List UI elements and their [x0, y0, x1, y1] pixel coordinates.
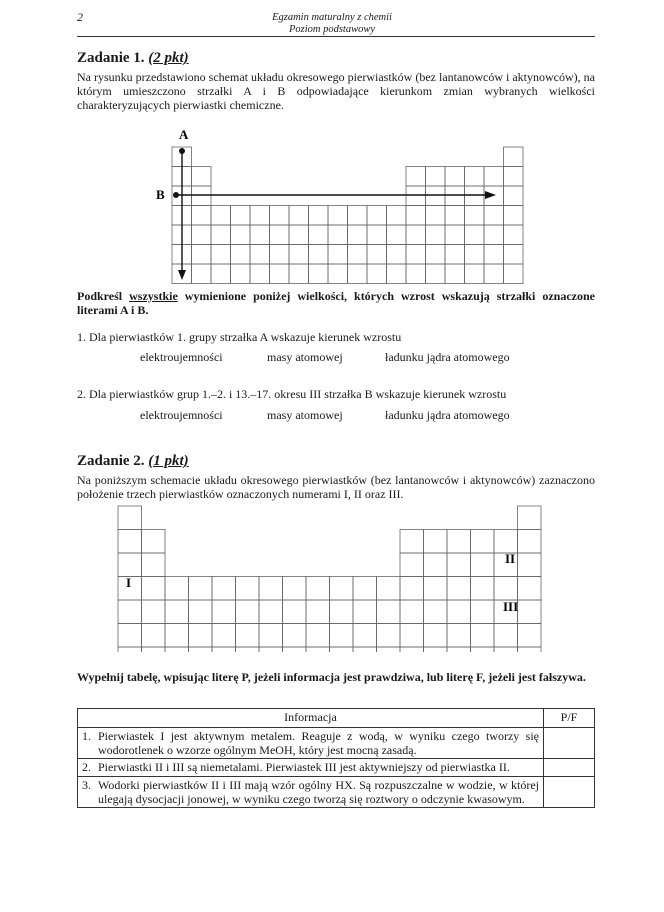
periodic-cell: [484, 245, 504, 265]
periodic-cell: [400, 553, 424, 577]
periodic-cell: [211, 206, 231, 226]
periodic-cell: [518, 577, 542, 601]
task1-question-1: 1. Dla pierwiastków 1. grupy strzałka A wskazuje kierunek wzrostu: [77, 330, 402, 344]
row-number: 2.: [78, 759, 97, 777]
periodic-cell: [192, 225, 212, 245]
periodic-cell: [330, 600, 354, 624]
periodic-cell: [212, 624, 236, 648]
periodic-cell: [192, 206, 212, 226]
periodic-cell: [426, 186, 446, 206]
periodic-cell: [424, 624, 448, 648]
header-level: Poziom podstawowy: [288, 24, 376, 35]
periodic-cell: [424, 647, 448, 652]
periodic-cell: [400, 577, 424, 601]
element-label-ii: II: [505, 551, 516, 566]
periodic-cell: [518, 506, 542, 530]
periodic-cell: [259, 624, 283, 648]
task2-points: (1 pkt): [148, 453, 189, 469]
periodic-cell: [445, 264, 465, 284]
periodic-cell: [306, 577, 330, 601]
periodic-cell: [353, 624, 377, 648]
periodic-cell: [142, 647, 166, 652]
periodic-cell: [400, 530, 424, 554]
task1-intro: Na rysunku przedstawiono schemat układu okresowego pierwiastków (bez lantanowców i aktynowców), na którym umieszczono strzałki A i B odpowiadające kierunkom zmian wybranych wielkości charakteryzujących pierwiastki chemiczne.: [77, 70, 595, 112]
periodic-cell: [283, 577, 307, 601]
periodic-cell: [494, 530, 518, 554]
instruction-underlined: wszystkie: [129, 289, 178, 303]
periodic-cell: [189, 577, 213, 601]
periodic-cell: [367, 206, 387, 226]
periodic-cell: [447, 647, 471, 652]
periodic-cell: [367, 264, 387, 284]
periodic-grid-2: [118, 506, 541, 652]
periodic-cell: [212, 577, 236, 601]
task2-intro: Na poniższym schemacie układu okresowego pierwiastków (bez lantanowców i aktynowców) zaznaczono położenie trzech pierwiastków oznaczonych numerami I, II oraz III.: [77, 473, 595, 501]
periodic-cell: [504, 167, 524, 187]
periodic-cell: [406, 225, 426, 245]
periodic-cell: [330, 647, 354, 652]
arrow-a-label: A: [179, 127, 189, 142]
periodic-cell: [406, 206, 426, 226]
periodic-cell: [426, 264, 446, 284]
periodic-cell: [270, 264, 290, 284]
periodic-cell: [465, 206, 485, 226]
row-text: Wodorki pierwiastków II i III mają wzór ogólny HX. Są rozpuszczalne w wodzie, w której ulegają dysocjacji jonowej, w wyniku czego tworzą się roztwory o odczynie kwasowym.: [96, 777, 544, 808]
periodic-cell: [426, 225, 446, 245]
periodic-cell: [504, 264, 524, 284]
periodic-cell: [309, 245, 329, 265]
periodic-cell: [400, 647, 424, 652]
periodic-cell: [328, 225, 348, 245]
periodic-cell: [211, 245, 231, 265]
periodic-cell: [367, 225, 387, 245]
periodic-cell: [406, 167, 426, 187]
periodic-cell: [353, 577, 377, 601]
periodic-cell: [306, 624, 330, 648]
row-number: 1.: [78, 728, 97, 759]
periodic-cell: [165, 600, 189, 624]
periodic-cell: [118, 600, 142, 624]
periodic-cell: [518, 600, 542, 624]
periodic-cell: [471, 647, 495, 652]
periodic-cell: [400, 624, 424, 648]
option-nuclear-charge-1[interactable]: ładunku jądra atomowego: [385, 350, 510, 364]
periodic-cell: [445, 186, 465, 206]
periodic-cell: [259, 647, 283, 652]
periodic-cell: [424, 577, 448, 601]
answer-cell-2[interactable]: [544, 759, 595, 777]
periodic-cell: [465, 186, 485, 206]
task2-title-text: Zadanie 2.: [77, 453, 145, 469]
option-electronegativity-1[interactable]: elektroujemności: [140, 350, 223, 364]
periodic-cell: [518, 553, 542, 577]
periodic-cell: [231, 206, 251, 226]
periodic-cell: [289, 245, 309, 265]
page-number: 2: [77, 10, 83, 24]
option-electronegativity-2[interactable]: elektroujemności: [140, 408, 223, 422]
periodic-cell: [309, 264, 329, 284]
periodic-cell: [306, 600, 330, 624]
periodic-cell: [504, 186, 524, 206]
periodic-cell: [192, 167, 212, 187]
header-divider: [77, 36, 595, 37]
periodic-grid-1: [172, 147, 523, 284]
periodic-cell: [504, 206, 524, 226]
periodic-cell: [447, 577, 471, 601]
periodic-cell: [387, 245, 407, 265]
task1-title: [77, 50, 189, 67]
periodic-cell: [283, 624, 307, 648]
periodic-cell: [426, 245, 446, 265]
periodic-cell: [231, 245, 251, 265]
periodic-cell: [212, 647, 236, 652]
periodic-cell: [330, 577, 354, 601]
periodic-cell: [377, 624, 401, 648]
periodic-cell: [309, 206, 329, 226]
task2-title: [77, 453, 189, 470]
periodic-cell: [309, 225, 329, 245]
periodic-cell: [400, 600, 424, 624]
periodic-cell: [142, 624, 166, 648]
table-row: [78, 728, 595, 759]
arrow-b-origin: [173, 192, 179, 198]
task1-points: (2 pkt): [148, 50, 189, 66]
periodic-cell: [447, 553, 471, 577]
option-atomic-mass-1[interactable]: masy atomowej: [267, 350, 343, 364]
periodic-cell: [494, 577, 518, 601]
periodic-cell: [471, 553, 495, 577]
periodic-cell: [484, 206, 504, 226]
periodic-cell: [387, 264, 407, 284]
task1-instruction: [77, 289, 595, 317]
periodic-cell: [471, 530, 495, 554]
periodic-cell: [283, 600, 307, 624]
periodic-cell: [406, 186, 426, 206]
periodic-cell: [447, 600, 471, 624]
periodic-cell: [447, 530, 471, 554]
periodic-cell: [236, 577, 260, 601]
header-information: Informacja: [78, 709, 544, 728]
periodic-cell: [348, 264, 368, 284]
arrow-b-head: [485, 191, 496, 199]
periodic-cell: [142, 600, 166, 624]
periodic-cell: [328, 206, 348, 226]
periodic-cell: [377, 577, 401, 601]
periodic-cell: [387, 206, 407, 226]
periodic-cell: [426, 167, 446, 187]
periodic-cell: [445, 225, 465, 245]
option-nuclear-charge-2[interactable]: ładunku jądra atomowego: [385, 408, 510, 422]
periodic-cell: [231, 264, 251, 284]
periodic-cell: [328, 264, 348, 284]
periodic-cell: [289, 225, 309, 245]
periodic-cell: [165, 624, 189, 648]
periodic-cell: [250, 245, 270, 265]
periodic-cell: [236, 624, 260, 648]
periodic-cell: [328, 245, 348, 265]
periodic-cell: [484, 225, 504, 245]
arrow-a-origin: [179, 148, 185, 154]
table-row: [78, 777, 595, 808]
periodic-cell: [465, 167, 485, 187]
periodic-cell: [504, 147, 524, 167]
periodic-cell: [471, 600, 495, 624]
periodic-cell: [424, 600, 448, 624]
task1-title-text: Zadanie 1.: [77, 50, 145, 66]
periodic-cell: [471, 577, 495, 601]
answer-cell-3[interactable]: [544, 777, 595, 808]
periodic-cell: [406, 264, 426, 284]
periodic-cell: [289, 206, 309, 226]
periodic-cell: [465, 245, 485, 265]
periodic-cell: [270, 225, 290, 245]
periodic-cell: [504, 225, 524, 245]
periodic-cell: [348, 225, 368, 245]
periodic-cell: [189, 647, 213, 652]
periodic-cell: [192, 264, 212, 284]
answer-cell-1[interactable]: [544, 728, 595, 759]
periodic-cell: [330, 624, 354, 648]
periodic-cell: [212, 600, 236, 624]
periodic-cell: [289, 264, 309, 284]
periodic-cell: [367, 245, 387, 265]
periodic-cell: [231, 225, 251, 245]
periodic-cell: [236, 647, 260, 652]
periodic-cell: [465, 225, 485, 245]
periodic-cell: [165, 577, 189, 601]
periodic-cell: [353, 600, 377, 624]
periodic-cell: [118, 530, 142, 554]
periodic-cell: [259, 577, 283, 601]
row-text: Pierwiastek I jest aktywnym metalem. Reaguje z wodą, w wyniku czego tworzy się wodorotlenek o wzorze ogólnym MeOH, który jest mocną zasadą.: [96, 728, 544, 759]
info-table: [77, 708, 595, 808]
periodic-cell: [518, 530, 542, 554]
task2-instruction: Wypełnij tabelę, wpisując literę P, jeżeli informacja jest prawdziwa, lub literę F, jeżeli jest fałszywa.: [77, 670, 586, 684]
periodic-cell: [189, 600, 213, 624]
option-atomic-mass-2[interactable]: masy atomowej: [267, 408, 343, 422]
periodic-cell: [142, 530, 166, 554]
periodic-cell: [192, 186, 212, 206]
info-table-header: [78, 709, 595, 728]
periodic-cell: [211, 264, 231, 284]
periodic-cell: [518, 647, 542, 652]
periodic-cell: [465, 264, 485, 284]
periodic-table-diagram-1: [150, 125, 530, 285]
periodic-table-diagram-2: [110, 502, 560, 652]
periodic-cell: [118, 553, 142, 577]
arrow-a-head: [178, 270, 186, 280]
periodic-cell: [118, 647, 142, 652]
periodic-cell: [424, 530, 448, 554]
row-text: Pierwiastki II i III są niemetalami. Pierwiastek III jest aktywniejszy od pierwiastka II.: [96, 759, 544, 777]
instruction-end: wymienione poniżej wielkości, których wzrost wskazują strzałki oznaczone literami A i B.: [77, 289, 596, 317]
periodic-cell: [406, 245, 426, 265]
periodic-cell: [445, 167, 465, 187]
periodic-cell: [348, 206, 368, 226]
arrow-b-label: B: [156, 187, 165, 202]
periodic-cell: [118, 506, 142, 530]
element-label-iii: III: [503, 599, 519, 614]
periodic-cell: [353, 647, 377, 652]
periodic-cell: [494, 624, 518, 648]
periodic-cell: [142, 577, 166, 601]
periodic-cell: [445, 245, 465, 265]
periodic-cell: [504, 245, 524, 265]
periodic-cell: [377, 600, 401, 624]
periodic-cell: [518, 624, 542, 648]
periodic-cell: [306, 647, 330, 652]
periodic-cell: [471, 624, 495, 648]
periodic-cell: [484, 167, 504, 187]
header-pf: P/F: [544, 709, 595, 728]
periodic-cell: [192, 245, 212, 265]
periodic-cell: [250, 264, 270, 284]
periodic-cell: [118, 624, 142, 648]
periodic-cell: [250, 206, 270, 226]
instruction-start: Podkreśl: [77, 289, 130, 303]
periodic-cell: [283, 647, 307, 652]
periodic-cell: [494, 647, 518, 652]
periodic-cell: [447, 624, 471, 648]
periodic-cell: [484, 264, 504, 284]
table-row: [78, 759, 595, 777]
periodic-cell: [236, 600, 260, 624]
row-number: 3.: [78, 777, 97, 808]
header-exam-title: Egzamin maturalny z chemii: [272, 12, 392, 23]
periodic-cell: [270, 206, 290, 226]
periodic-cell: [142, 553, 166, 577]
periodic-cell: [259, 600, 283, 624]
periodic-cell: [250, 225, 270, 245]
periodic-cell: [426, 206, 446, 226]
task1-question-2: 2. Dla pierwiastków grup 1.–2. i 13.–17. okresu III strzałka B wskazuje kierunek wzrostu: [77, 387, 507, 401]
periodic-cell: [424, 553, 448, 577]
periodic-cell: [211, 225, 231, 245]
element-label-i: I: [126, 575, 132, 590]
periodic-cell: [189, 624, 213, 648]
periodic-cell: [387, 225, 407, 245]
periodic-cell: [445, 206, 465, 226]
periodic-cell: [348, 245, 368, 265]
periodic-cell: [377, 647, 401, 652]
periodic-cell: [270, 245, 290, 265]
periodic-cell: [165, 647, 189, 652]
